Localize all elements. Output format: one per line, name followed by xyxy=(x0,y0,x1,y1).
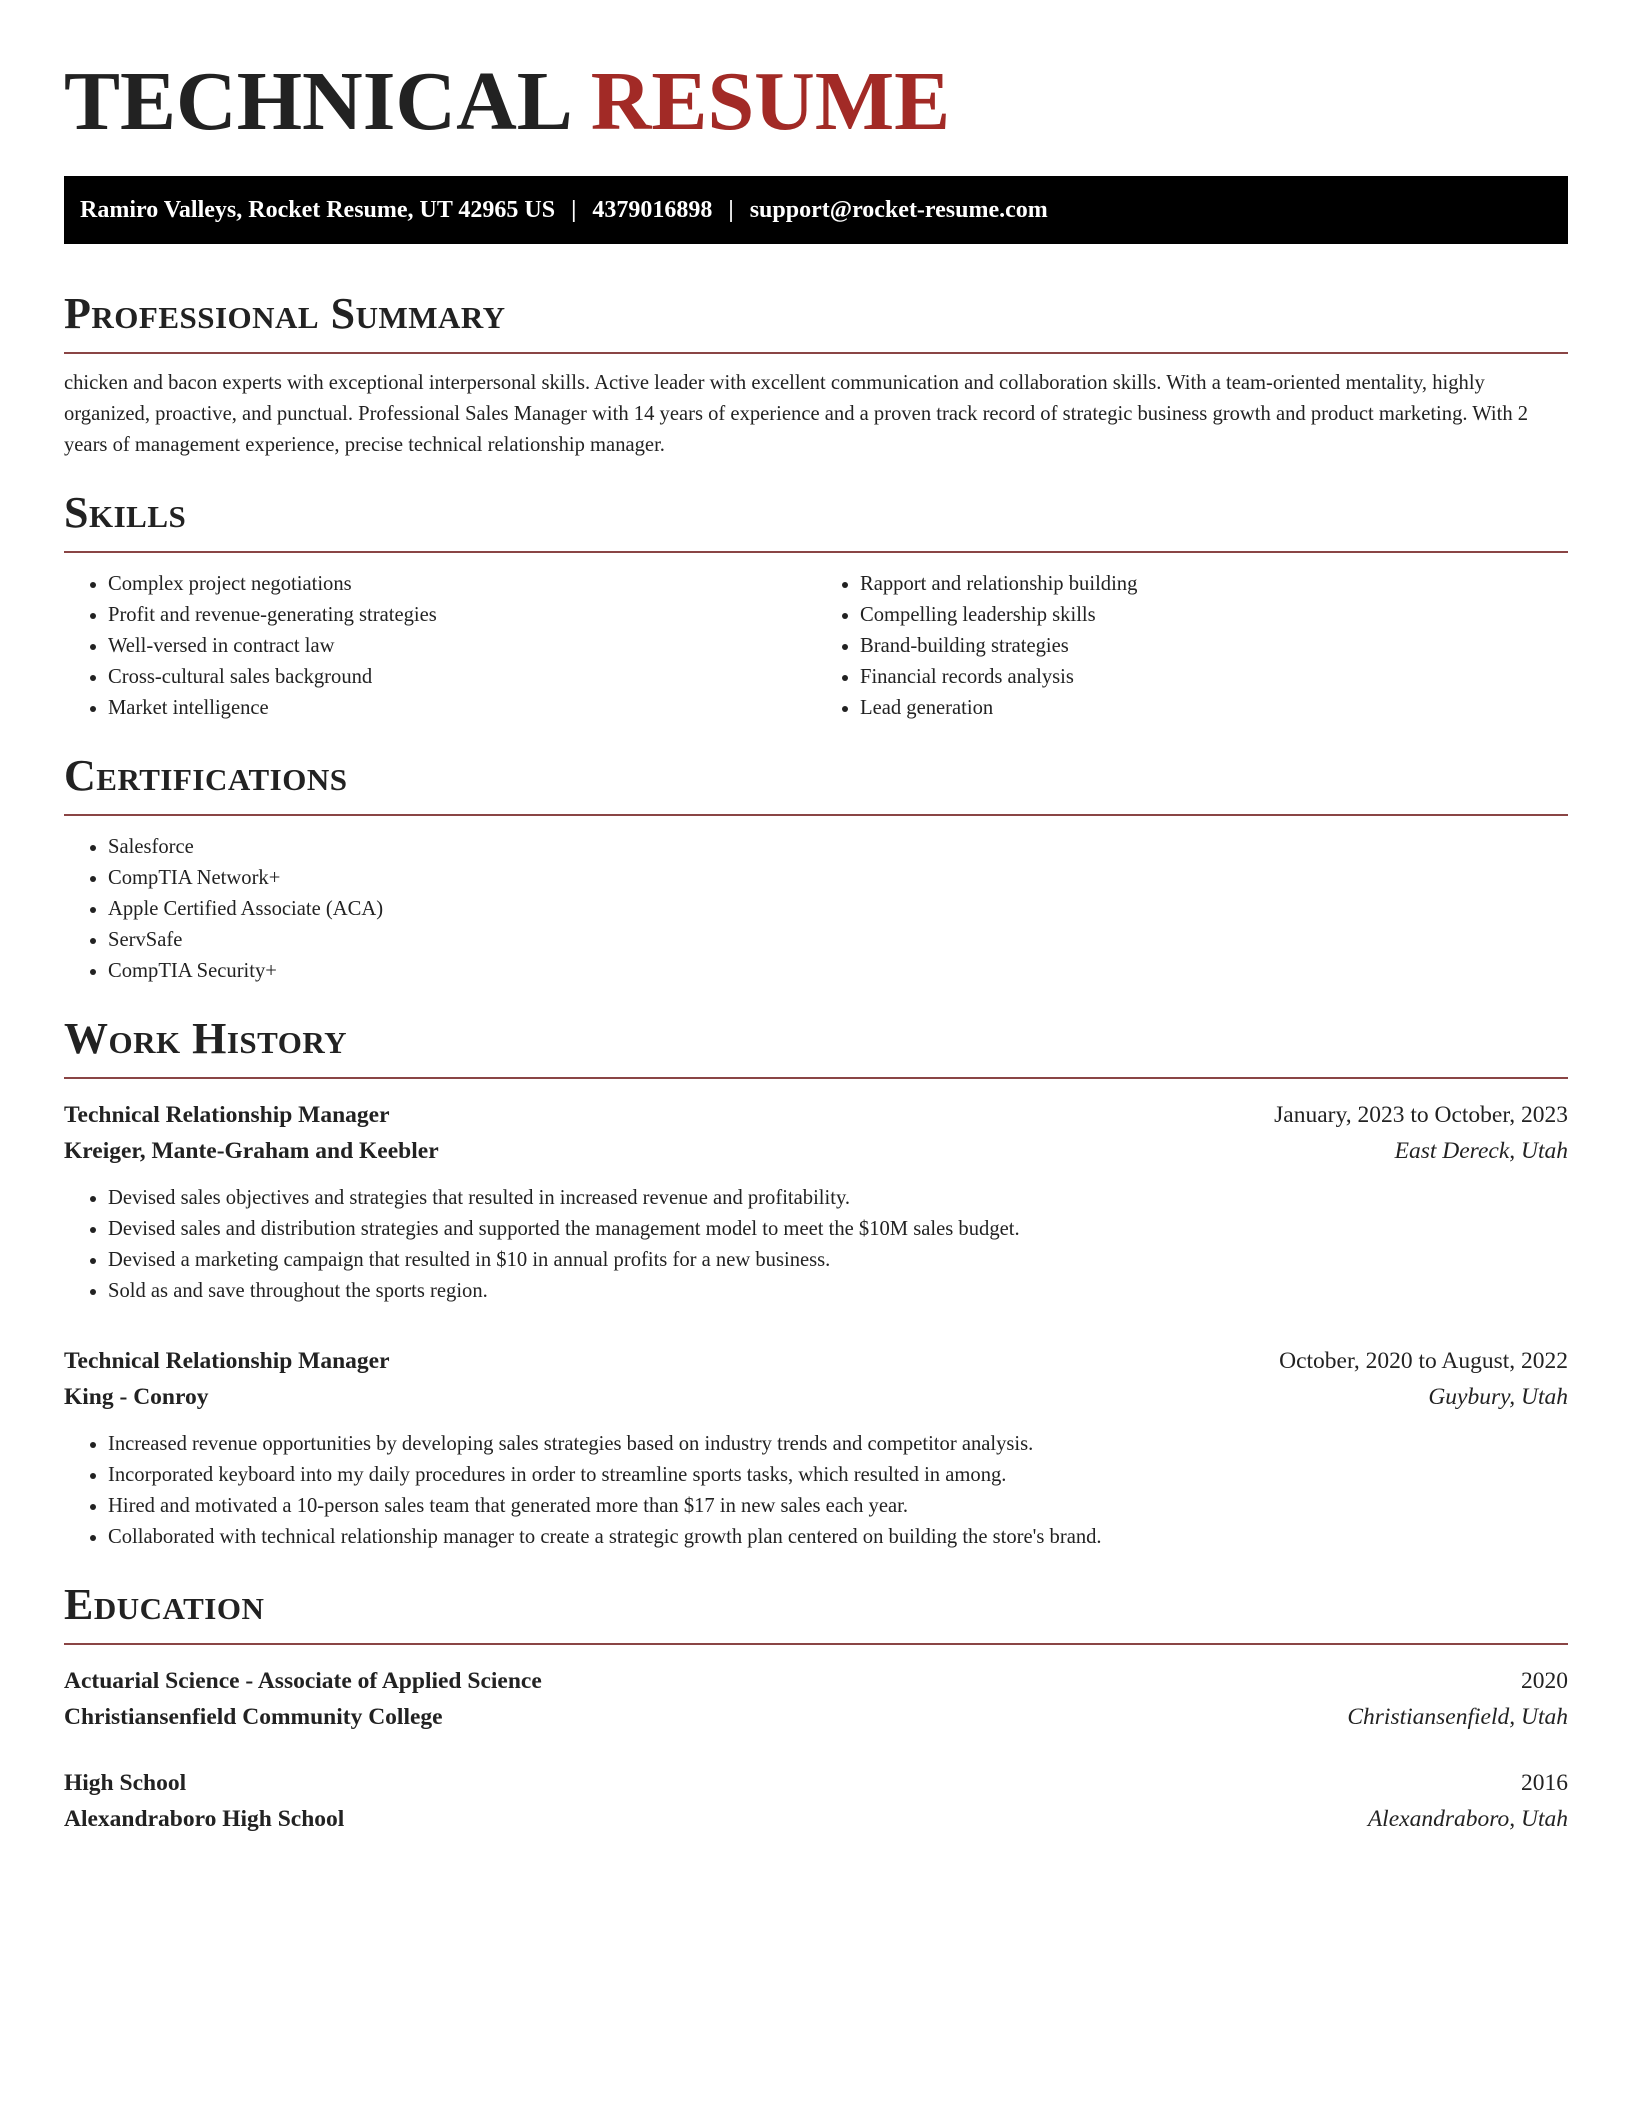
job-company: Kreiger, Mante-Graham and Keebler xyxy=(64,1138,439,1164)
contact-separator: | xyxy=(728,196,734,223)
contact-phone: 4379016898 xyxy=(592,196,713,223)
education-section xyxy=(64,1579,1568,1837)
section-heading-work: Work History xyxy=(64,1014,348,1063)
job-company-row xyxy=(64,1133,1568,1169)
work-history-section xyxy=(64,1013,1568,1553)
skills-list-right xyxy=(816,569,1568,724)
job-dates: October, 2020 to August, 2022 xyxy=(1279,1348,1568,1374)
job-bullets xyxy=(64,1429,1568,1553)
education-entry xyxy=(64,1663,1568,1735)
education-degree-row xyxy=(64,1663,1568,1699)
section-divider xyxy=(64,814,1568,816)
list-item: • Hired and motivated a 10-person sales team that generated more than $17 in new sales each year. xyxy=(108,1491,1568,1522)
contact-separator: | xyxy=(571,196,577,223)
section-heading-summary: Professional Summary xyxy=(64,289,506,338)
education-school-row xyxy=(64,1801,1568,1837)
education-location: Christiansenfield, Utah xyxy=(1347,1704,1568,1730)
list-item: • Brand-building strategies xyxy=(860,631,1568,662)
list-item: • Devised sales objectives and strategies that resulted in increased revenue and profitability. xyxy=(108,1183,1568,1214)
list-item: • Well-versed in contract law xyxy=(108,631,816,662)
job-location: East Dereck, Utah xyxy=(1394,1138,1568,1164)
job-company-row xyxy=(64,1379,1568,1415)
title-technical: TECHNICAL xyxy=(64,55,573,148)
education-entry xyxy=(64,1765,1568,1837)
list-item: • Market intelligence xyxy=(108,693,816,724)
job-entry xyxy=(64,1343,1568,1553)
list-item: • Profit and revenue-generating strategies xyxy=(108,600,816,631)
education-school: Christiansenfield Community College xyxy=(64,1704,443,1730)
education-year: 2016 xyxy=(1521,1770,1568,1796)
certifications-list xyxy=(64,832,1568,987)
contact-email: support@rocket-resume.com xyxy=(749,196,1048,223)
job-entry xyxy=(64,1097,1568,1307)
list-item: • Salesforce xyxy=(108,832,1568,863)
education-degree-row xyxy=(64,1765,1568,1801)
education-year: 2020 xyxy=(1521,1668,1568,1694)
job-company: King - Conroy xyxy=(64,1384,209,1410)
list-item: • Increased revenue opportunities by developing sales strategies based on industry trends and competitor analysis. xyxy=(108,1429,1568,1460)
list-item: • Financial records analysis xyxy=(860,662,1568,693)
list-item: • Cross-cultural sales background xyxy=(108,662,816,693)
skills-list-left xyxy=(64,569,816,724)
list-item: • Collaborated with technical relationship manager to create a strategic growth plan centered on building the store's brand. xyxy=(108,1522,1568,1553)
list-item: • Devised sales and distribution strategies and supported the management model to meet the $10M sales budget. xyxy=(108,1214,1568,1245)
job-header-row xyxy=(64,1097,1568,1133)
job-location: Guybury, Utah xyxy=(1428,1384,1568,1410)
professional-summary-section xyxy=(64,288,1568,461)
list-item: • Complex project negotiations xyxy=(108,569,816,600)
title-resume: RESUME xyxy=(590,55,951,148)
contact-address: Ramiro Valleys, Rocket Resume, UT 42965 US xyxy=(80,196,556,223)
section-divider xyxy=(64,1077,1568,1079)
section-heading-education: Education xyxy=(64,1580,265,1629)
list-item: • Rapport and relationship building xyxy=(860,569,1568,600)
certifications-section xyxy=(64,750,1568,987)
contact-bar xyxy=(64,176,1568,244)
list-item: • Devised a marketing campaign that resulted in $10 in annual profits for a new business. xyxy=(108,1245,1568,1276)
job-bullets xyxy=(64,1183,1568,1307)
list-item: • Lead generation xyxy=(860,693,1568,724)
education-location: Alexandraboro, Utah xyxy=(1367,1806,1568,1832)
list-item: • CompTIA Network+ xyxy=(108,863,1568,894)
education-degree: Actuarial Science - Associate of Applied Science xyxy=(64,1668,542,1694)
list-item: • Sold as and save throughout the sports region. xyxy=(108,1276,1568,1307)
section-divider xyxy=(64,352,1568,354)
section-heading-skills: Skills xyxy=(64,488,187,537)
list-item: • Compelling leadership skills xyxy=(860,600,1568,631)
summary-text: chicken and bacon experts with exceptional interpersonal skills. Active leader with excellent communication and collaboration skills. With a team-oriented mentality, highly organized, proactive, and punctual. Professional Sales Manager with 14 years of experience and a proven track record of strategic business growth and product marketing. With 2 years of management experience, precise technical relationship manager. xyxy=(64,372,1529,456)
job-title: Technical Relationship Manager xyxy=(64,1102,390,1128)
skills-section xyxy=(64,487,1568,724)
section-divider xyxy=(64,1643,1568,1645)
job-header-row xyxy=(64,1343,1568,1379)
job-dates: January, 2023 to October, 2023 xyxy=(1274,1102,1568,1128)
list-item: • CompTIA Security+ xyxy=(108,956,1568,987)
job-title: Technical Relationship Manager xyxy=(64,1348,390,1374)
list-item: • ServSafe xyxy=(108,925,1568,956)
education-school-row xyxy=(64,1699,1568,1735)
section-heading-certifications: Certifications xyxy=(64,751,348,800)
list-item: • Apple Certified Associate (ACA) xyxy=(108,894,1568,925)
education-school: Alexandraboro High School xyxy=(64,1806,345,1832)
resume-title xyxy=(64,0,1568,152)
list-item: • Incorporated keyboard into my daily procedures in order to streamline sports tasks, which resulted in among. xyxy=(108,1460,1568,1491)
education-degree: High School xyxy=(64,1770,187,1796)
skills-columns xyxy=(64,553,1568,724)
